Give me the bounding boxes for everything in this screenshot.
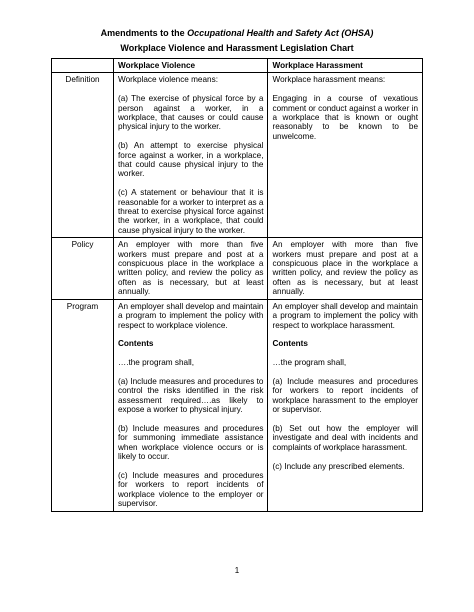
table-row-definition: [52, 73, 423, 238]
paragraph: (c) A statement or behaviour that it is reasonable for a worker to interpret as a threat to exercise physical force against the worker, in a workplace, that could cause physical injury to the worker.: [118, 188, 264, 235]
definition-violence-cell: [114, 73, 268, 238]
paragraph: (b) Include measures and procedures for summoning immediate assistance when workplace violence occurs or is likely to occur.: [118, 423, 264, 462]
document-title: [0, 28, 474, 39]
paragraph: Engaging in a course of vexatious comment or conduct against a worker in a workplace that is known or ought reasonably to be known to be unwelcome.: [272, 94, 418, 141]
legislation-chart-table: [51, 58, 423, 512]
row-label-definition: Definition: [52, 73, 114, 238]
paragraph: An employer with more than five workers must prepare and post at a conspicuous place in the workplace a written policy, and review the policy as often as is necessary, but at least annually.: [118, 240, 264, 297]
header-workplace-harassment: Workplace Harassment: [268, 59, 423, 73]
page-number: 1: [234, 566, 240, 575]
policy-harassment-cell: [268, 238, 423, 299]
paragraph: (b) Set out how the employer will investigate and deal with incidents and complaints of workplace harassment.: [272, 423, 418, 452]
paragraph: An employer shall develop and maintain a program to implement the policy with respect to workplace harassment.: [272, 301, 418, 330]
contents-heading: Contents: [272, 339, 308, 349]
paragraph: (c) Include any prescribed elements.: [272, 461, 405, 471]
row-label-program: Program: [52, 299, 114, 511]
table-header-row: [52, 59, 423, 73]
document-subtitle: Workplace Violence and Harassment Legislation Chart: [120, 43, 354, 53]
paragraph: An employer shall develop and maintain a program to implement the policy with respect to workplace violence.: [118, 301, 264, 330]
paragraph: Workplace violence means:: [118, 75, 218, 85]
program-violence-cell: [114, 299, 268, 511]
title-act-name: Occupational Health and Safety Act (OHSA): [187, 28, 374, 38]
title-prefix: Amendments to the: [100, 28, 188, 38]
program-harassment-cell: [268, 299, 423, 511]
header-workplace-violence: Workplace Violence: [114, 59, 268, 73]
paragraph: (a) Include measures and procedures for workers to report incidents of workplace harassment to the employer or supervisor.: [272, 376, 418, 415]
paragraph: (a) The exercise of physical force by a person against a worker, in a workplace, that causes or could cause physical injury to the worker.: [118, 94, 264, 132]
paragraph: (a) Include measures and procedures to control the risks identified in the risk assessment required….as likely to expose a worker to physical injury.: [118, 376, 264, 415]
table-row-program: [52, 299, 423, 511]
paragraph: Workplace harassment means:: [272, 75, 386, 85]
table-row-policy: [52, 238, 423, 299]
policy-violence-cell: [114, 238, 268, 299]
row-label-policy: Policy: [52, 238, 114, 299]
paragraph: (b) An attempt to exercise physical force against a worker, in a workplace, that could cause physical injury to the worker.: [118, 141, 264, 179]
paragraph: (c) Include measures and procedures for workers to report incidents of workplace violence to the employer or supervisor.: [118, 470, 264, 509]
paragraph: ….the program shall,: [118, 358, 194, 368]
paragraph: …the program shall,: [272, 358, 347, 368]
contents-heading: Contents: [118, 339, 154, 349]
paragraph: An employer with more than five workers must prepare and post at a conspicuous place in the workplace a written policy, and review the policy as often as is necessary, but at least annually.: [272, 240, 418, 297]
definition-harassment-cell: [268, 73, 423, 238]
header-empty-cell: [52, 59, 114, 73]
